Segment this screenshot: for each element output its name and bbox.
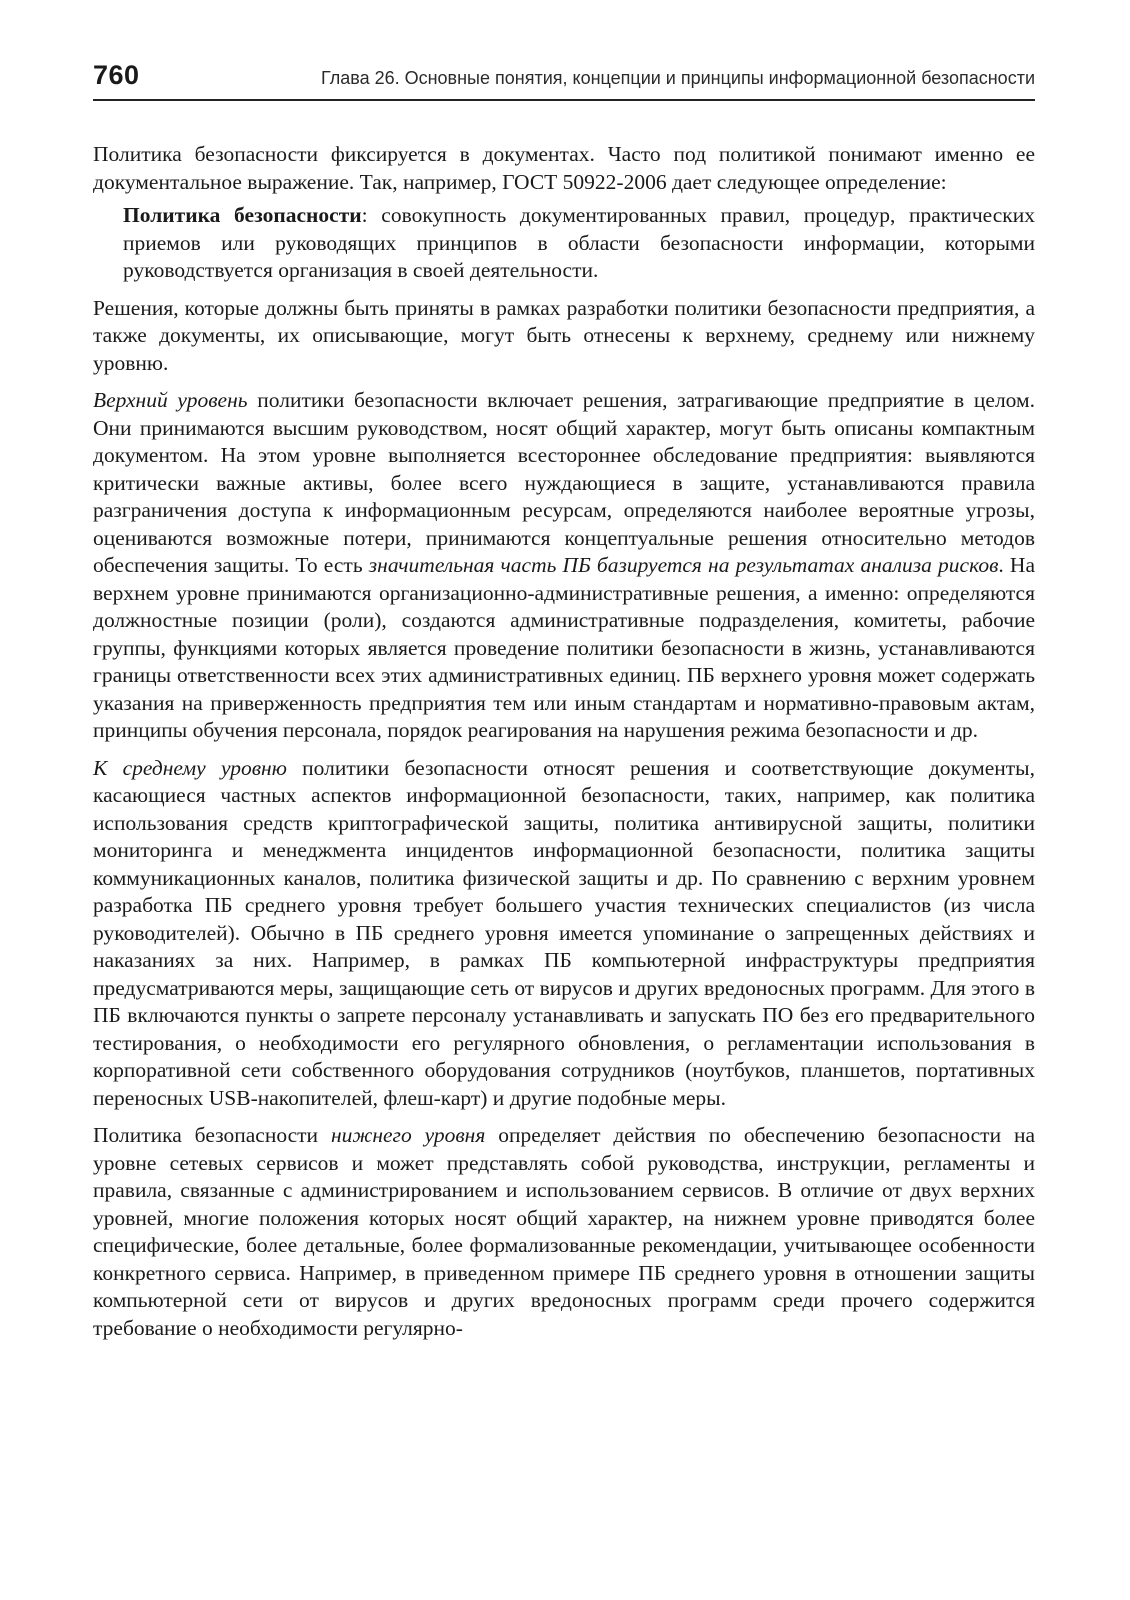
lower-level-text: определяет действия по обеспечению безопасности на уровне сетевых сервисов и может представлять собой руководства, инструкции, регламенты и правила, связанные с администрированием и использованием сервисов. В отличие от двух верхних уровней, многие положения которых носят общий характер, на нижнем уровне приводятся более специфические, более детальные, более формализованные рекомендации, учитывающее особенности конкретного сервиса. Например, в приведенном примере ПБ среднего уровня в отношении защиты компьютерной сети от вирусов и других вредоносных программ среди прочего содержится требование о необходимости регулярно- bbox=[93, 1123, 1035, 1340]
upper-level-term: Верхний уровень bbox=[93, 388, 248, 412]
page-header bbox=[93, 60, 1035, 101]
definition-term: Политика безопасности bbox=[123, 203, 362, 227]
paragraph-lower-level bbox=[93, 1122, 1035, 1342]
paragraph-intro: Политика безопасности фиксируется в документах. Часто под политикой понимают именно ее документальное выражение. Так, например, ГОСТ 50922-2006 дает следующее определение: bbox=[93, 142, 1035, 194]
lower-level-term: нижнего уровня bbox=[330, 1123, 486, 1147]
book-page bbox=[93, 60, 1035, 1352]
chapter-running-head: Глава 26. Основные понятия, концепции и принципы информационной безопасности bbox=[320, 68, 1035, 88]
upper-level-text-b: . На верхнем уровне принимаются организационно-административные решения, а именно: определяются должностные позиции (роли), создаются административные подразделения, комитеты, рабочие группы, функциями которых является проведение политики безопасности в жизнь, устанавливаются границы ответственности всех этих административных единиц. ПБ верхнего уровня может содержать указания на приверженность предприятия тем или иным стандартам и нормативно-правовым актам, принципы обучения персонала, порядок реагирования на нарушения режима безопасности и др. bbox=[93, 553, 1035, 742]
page-body bbox=[93, 141, 1035, 1342]
definition-block bbox=[123, 202, 1035, 285]
page-number: 760 bbox=[93, 60, 140, 90]
paragraph-middle-level bbox=[93, 755, 1035, 1113]
upper-level-emphasis: значительная часть ПБ базируется на результатах анализа рисков bbox=[368, 553, 999, 577]
definition-text: : совокупность документированных правил, процедур, практических приемов или руководящих принципов в области безопасности информации, которыми руководствуется организация в своей деятельности. bbox=[123, 203, 1035, 282]
upper-level-text-a: политики безопасности включает решения, затрагивающие предприятие в целом. Они принимаются высшим руководством, носят общий характер, могут быть описаны компактным документом. На этом уровне выполняется всестороннее обследование предприятия: выявляются критически важные активы, более всего нуждающиеся в защите, устанавливаются правила разграничения доступа к информационным ресурсам, определяются наиболее вероятные угрозы, оцениваются возможные потери, принимаются концептуальные решения относительно методов обеспечения защиты. То есть bbox=[93, 388, 1035, 577]
middle-level-text: политики безопасности относят решения и соответствующие документы, касающиеся частных аспектов информационной безопасности, таких, например, как политика использования средств криптографической защиты, политика антивирусной защиты, политики мониторинга и менеджмента инцидентов информационной безопасности, политика защиты коммуникационных каналов, политика физической защиты и др. По сравнению с верхним уровнем разработка ПБ среднего уровня требует большего участия технических специалистов (из числа руководителей). Обычно в ПБ среднего уровня имеется упоминание о запрещенных действиях и наказаниях за них. Например, в рамках ПБ компьютерной инфраструктуры предприятия предусматриваются меры, защищающие сеть от вирусов и других вредоносных программ. Для этого в ПБ включаются пункты о запрете персоналу устанавливать и запускать ПО без его предварительного тестирования, о необходимости его регулярного обновления, о регламентации использования в корпоративной сети собственного оборудования сотрудников (ноутбуков, планшетов, портативных переносных USB-накопителей, флеш-карт) и другие подобные меры. bbox=[93, 755, 1035, 1110]
middle-level-term: К среднему уровню bbox=[93, 755, 287, 780]
lower-level-prefix: Политика безопасности bbox=[93, 1123, 331, 1147]
paragraph-levels: Решения, которые должны быть приняты в рамках разработки политики безопасности предприятия, а также документы, их описывающие, могут быть отнесены к верхнему, среднему или нижнему уровню. bbox=[93, 295, 1035, 375]
paragraph-upper-level bbox=[93, 387, 1035, 745]
